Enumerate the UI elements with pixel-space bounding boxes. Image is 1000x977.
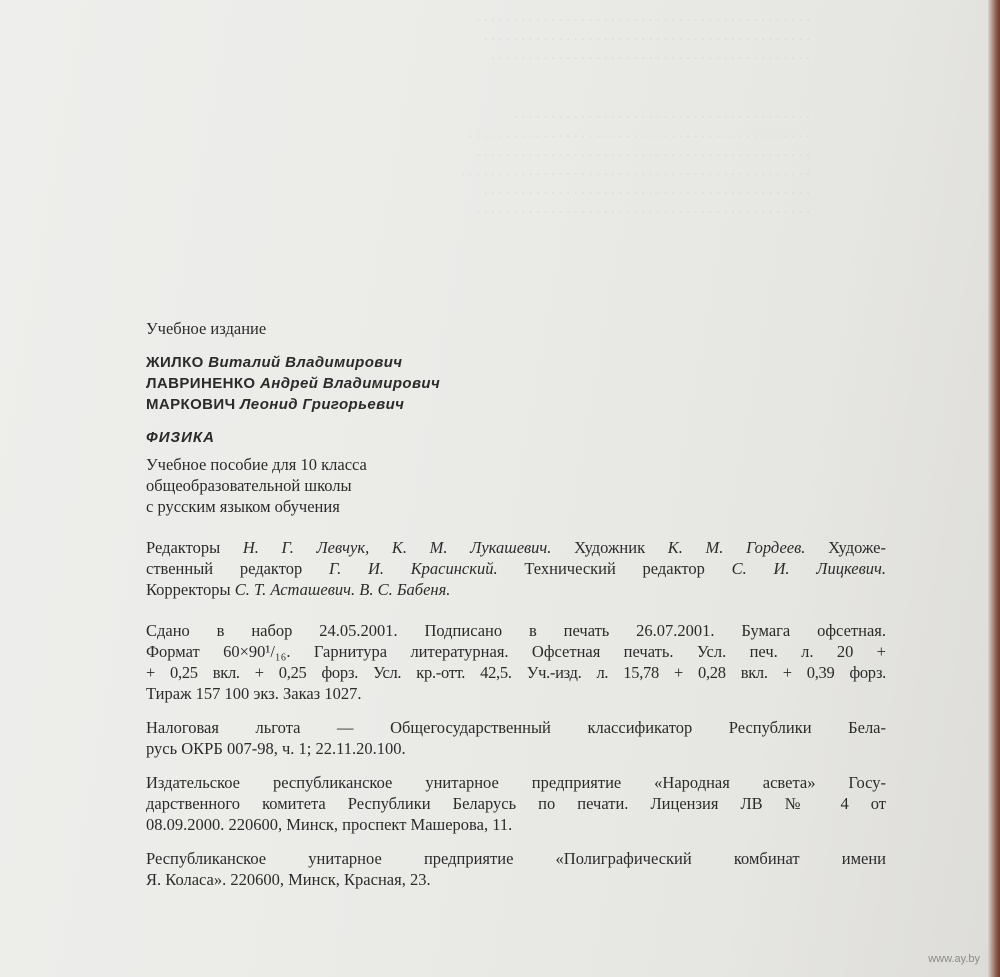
authors-list [146,352,886,415]
publisher-paragraph [146,772,886,835]
role-text: Технический редактор [497,559,732,578]
author-surname: ЖИЛКО [146,354,204,371]
author-surname: ЛАВРИНЕНКО [146,375,256,392]
person-names: Н. Г. Левчук, К. М. Лукашевич. [242,538,552,557]
bleed-through-text: . . . . . . . . . . . . . . . . . . . . . . . . . . . . . . . . . . . . . . . . . . . . . . . . . . . . . . . . . . . . . . . . . . . . . . . . . . . . . . . . . . . . . . . . . . . . . . . . . . . . . . . . . . . . . . . . . . . . . . . . . . . . . . . . . . . . . . . . . . . . . . . . . . . . . . . . . . . . . . . . . . . . . . . . . . . . . . . . . . . . . . . . . . . . . . . . . . . . . . . . . . . . . . . . . . . . . . . . . . . . . . . . . . . . . . . . . . . . . . . . . . . . . . . . . . . . . . . . . . . . . . . . . . . . . . . . . . . . . . . . . . . . . . . . . . . . . . . . . . . . . . . . . . . . . . . . . . . . . . . . . . . . . . . . . . . . . . . . . . . . . . . . . . . . . . . . . . . . . . . . . . . . . . . . . . . . . . . . . . . . . . . . . . . . . . . . . . . . . . . [461,9,810,217]
publisher-line: 08.09.2000. 220600, Минск, проспект Машерова, 11. [146,815,513,834]
printer-line: Республиканское унитарное предприятие «Полиграфический комбинат имени [146,849,886,868]
editors-line [146,537,886,558]
role-text: Корректоры [146,580,235,599]
description-line: Учебное пособие для 10 класса [146,455,367,474]
author-line [146,394,886,415]
edition-label: Учебное издание [146,319,267,338]
person-names: К. М. Гордеев. [667,538,806,557]
print-info-line: Формат 60×90¹/₁₆. Гарнитура литературная. Офсетная печать. Усл. печ. л. 20 + [146,642,886,661]
editors-line [146,558,886,579]
publisher-line: Издательское республиканское унитарное предприятие «Народная асвета» Госу- [146,773,886,792]
description-line: общеобразовательной школы [146,476,352,495]
printer-line: Я. Коласа». 220600, Минск, Красная, 23. [146,870,431,889]
publisher-line: дарственного комитета Республики Беларусь по печати. Лицензия ЛВ № 4 от [146,794,886,813]
book-cover-edge [988,0,1000,977]
print-info-paragraph [146,620,886,704]
author-name: Андрей Владимирович [260,375,441,392]
person-names: Г. И. Красинский. [328,559,498,578]
role-text: Редакторы [146,538,243,557]
role-text: ственный редактор [146,559,329,578]
print-info-line: Сдано в набор 24.05.2001. Подписано в печать 26.07.2001. Бумага офсетная. [146,621,886,640]
printer-paragraph [146,848,886,890]
imprint-block [146,318,886,890]
book-description [146,454,886,517]
author-line [146,373,886,394]
print-info-line: + 0,25 вкл. + 0,25 форз. Усл. кр.-отт. 42,5. Уч.-изд. л. 15,78 + 0,28 вкл. + 0,39 форз. [146,663,886,682]
author-name: Леонид Григорьевич [240,396,405,413]
book-title: ФИЗИКА [146,429,215,446]
author-name: Виталий Владимирович [208,354,403,371]
description-line: с русским языком обучения [146,497,340,516]
site-watermark: www.ay.by [928,953,980,965]
print-info-line: Тираж 157 100 экз. Заказ 1027. [146,684,362,703]
tax-info-line: русь ОКРБ 007-98, ч. 1; 22.11.20.100. [146,739,406,758]
role-text: Художе- [805,538,886,557]
role-text: Художник [551,538,668,557]
person-names: С. Т. Асташевич. В. С. Бабеня. [234,580,451,599]
author-line [146,352,886,373]
tax-info-paragraph [146,717,886,759]
author-surname: МАРКОВИЧ [146,396,236,413]
editors-line [146,579,886,600]
editors-paragraph [146,537,886,600]
person-names: С. И. Лицкевич. [731,559,886,578]
tax-info-line: Налоговая льгота — Общегосударственный классификатор Республики Бела- [146,718,886,737]
